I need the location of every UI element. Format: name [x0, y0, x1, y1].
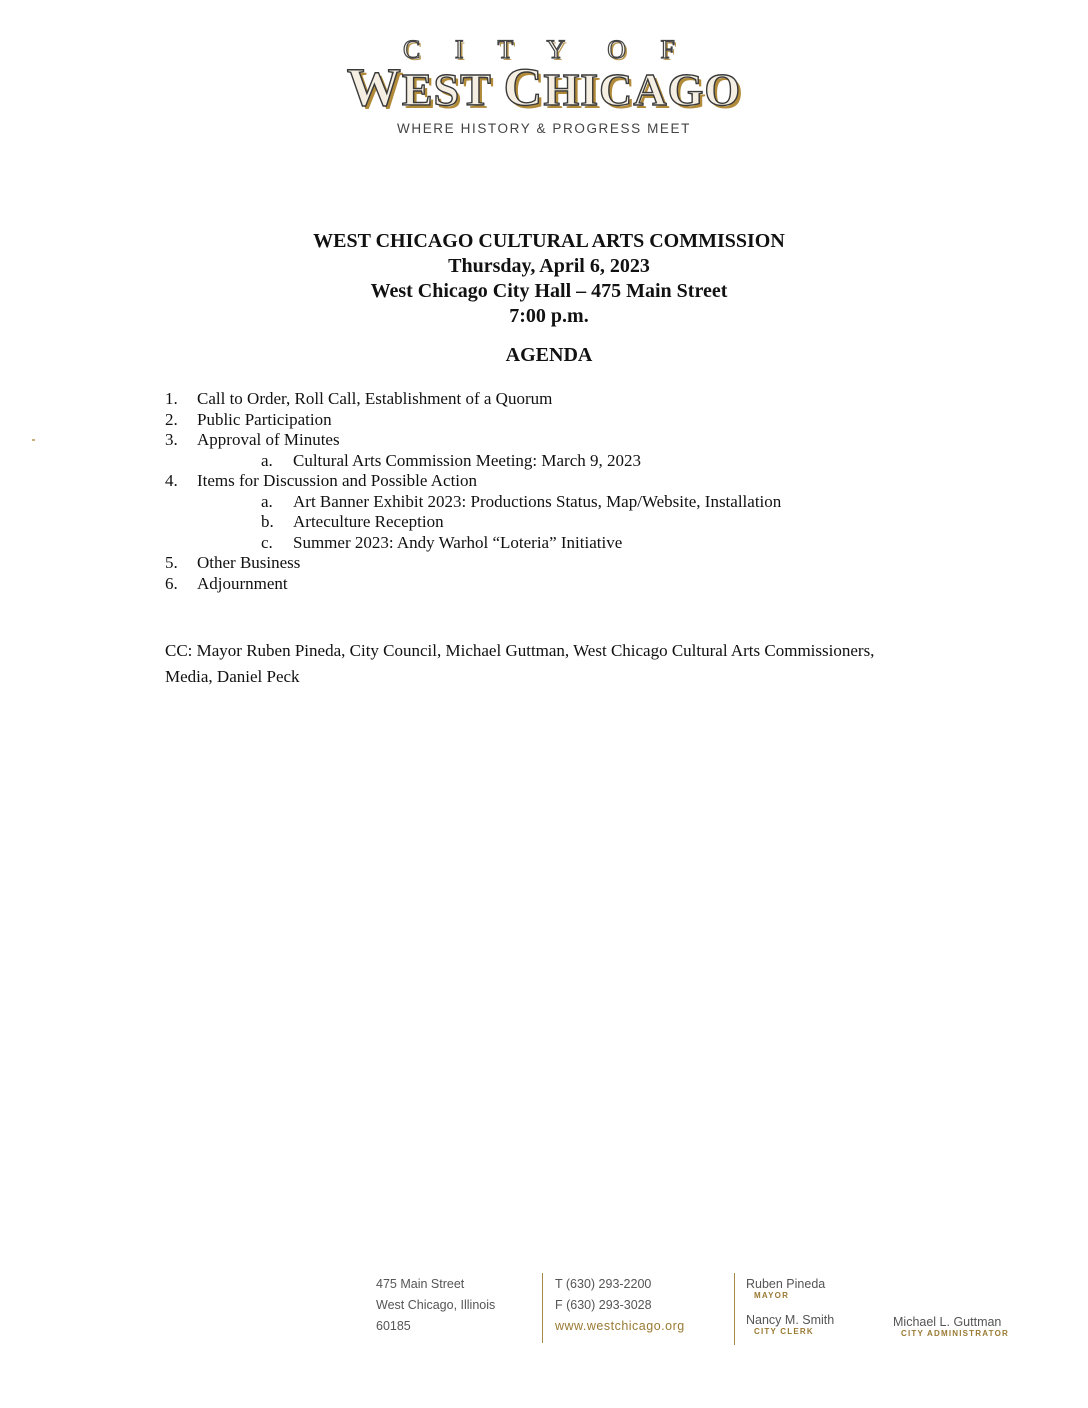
agenda-item-text: Public Participation	[197, 409, 332, 429]
agenda-subitem-letter: c.	[261, 532, 273, 552]
agenda-subitem-text: Summer 2023: Andy Warhol “Loteria” Initiative	[293, 532, 623, 552]
agenda-item-text: Adjournment	[197, 573, 288, 593]
scan-speck	[32, 439, 35, 441]
meeting-time: 7:00 p.m.	[509, 305, 589, 327]
footer-fax: F (630) 293-3028	[555, 1298, 652, 1312]
agenda-item-number: 4.	[165, 471, 178, 490]
commission-title: WEST CHICAGO CULTURAL ARTS COMMISSION	[313, 230, 785, 252]
agenda-subitem-letter: a.	[261, 450, 273, 470]
footer-phone: T (630) 293-2200	[555, 1277, 652, 1291]
footer-address	[376, 1274, 495, 1337]
footer-city-state: West Chicago, Illinois	[376, 1298, 496, 1312]
agenda-title: AGENDA	[505, 344, 593, 366]
agenda-subitem-letter: a.	[261, 491, 273, 511]
agenda-subitem-text: Arteculture Reception	[293, 512, 444, 531]
agenda-item-text: Call to Order, Roll Call, Establishment of a Quorum	[197, 389, 553, 408]
agenda-item-text: Other Business	[197, 553, 301, 572]
meeting-date: Thursday, April 6, 2023	[448, 255, 650, 277]
administrator-name: Michael L. Guttman	[893, 1315, 1002, 1329]
meeting-location: West Chicago City Hall – 475 Main Street	[370, 280, 728, 302]
footer-officials	[746, 1277, 834, 1337]
agenda-item-number: 5.	[165, 553, 178, 572]
meeting-header	[0, 229, 1088, 329]
logo-tagline: WHERE HISTORY & PROGRESS MEET	[397, 121, 691, 136]
logo-west-chicago: WEST CHICAGO	[346, 57, 742, 117]
agenda-item-text: Items for Discussion and Possible Action	[197, 471, 478, 490]
cc-line: CC: Mayor Ruben Pineda, City Council, Michael Guttman, West Chicago Cultural Arts Commissioners,	[165, 641, 875, 660]
agenda-item-number: 6.	[165, 573, 178, 593]
agenda-item-number: 3.	[165, 430, 178, 449]
cc-recipients	[165, 638, 945, 690]
city-logo	[0, 36, 1088, 115]
agenda-item-text: Approval of Minutes	[197, 430, 340, 449]
footer-contact	[555, 1274, 685, 1337]
footer-administrator	[893, 1315, 1009, 1339]
administrator-role: CITY ADMINISTRATOR	[901, 1329, 1009, 1338]
mayor-role: MAYOR	[754, 1291, 790, 1300]
footer-website-link[interactable]: www.westchicago.org	[555, 1319, 685, 1333]
footer-divider	[542, 1273, 543, 1343]
mayor-name: Ruben Pineda	[746, 1277, 826, 1291]
agenda-item-number: 1.	[165, 389, 178, 408]
footer-street: 475 Main Street	[376, 1277, 465, 1291]
agenda-subitem-text: Cultural Arts Commission Meeting: March 9, 2023	[293, 450, 642, 470]
clerk-name: Nancy M. Smith	[746, 1313, 835, 1327]
agenda-item-number: 2.	[165, 409, 178, 429]
agenda-subitem-text: Art Banner Exhibit 2023: Productions Status, Map/Website, Installation	[293, 491, 782, 511]
footer-divider	[734, 1273, 735, 1345]
agenda-subitem-letter: b.	[261, 512, 274, 531]
logo-city-of: C I T Y O F	[402, 35, 689, 64]
clerk-role: CITY CLERK	[754, 1327, 814, 1336]
footer-zip: 60185	[376, 1319, 411, 1333]
letterhead-footer	[0, 1270, 1088, 1350]
cc-line: Media, Daniel Peck	[165, 667, 300, 686]
